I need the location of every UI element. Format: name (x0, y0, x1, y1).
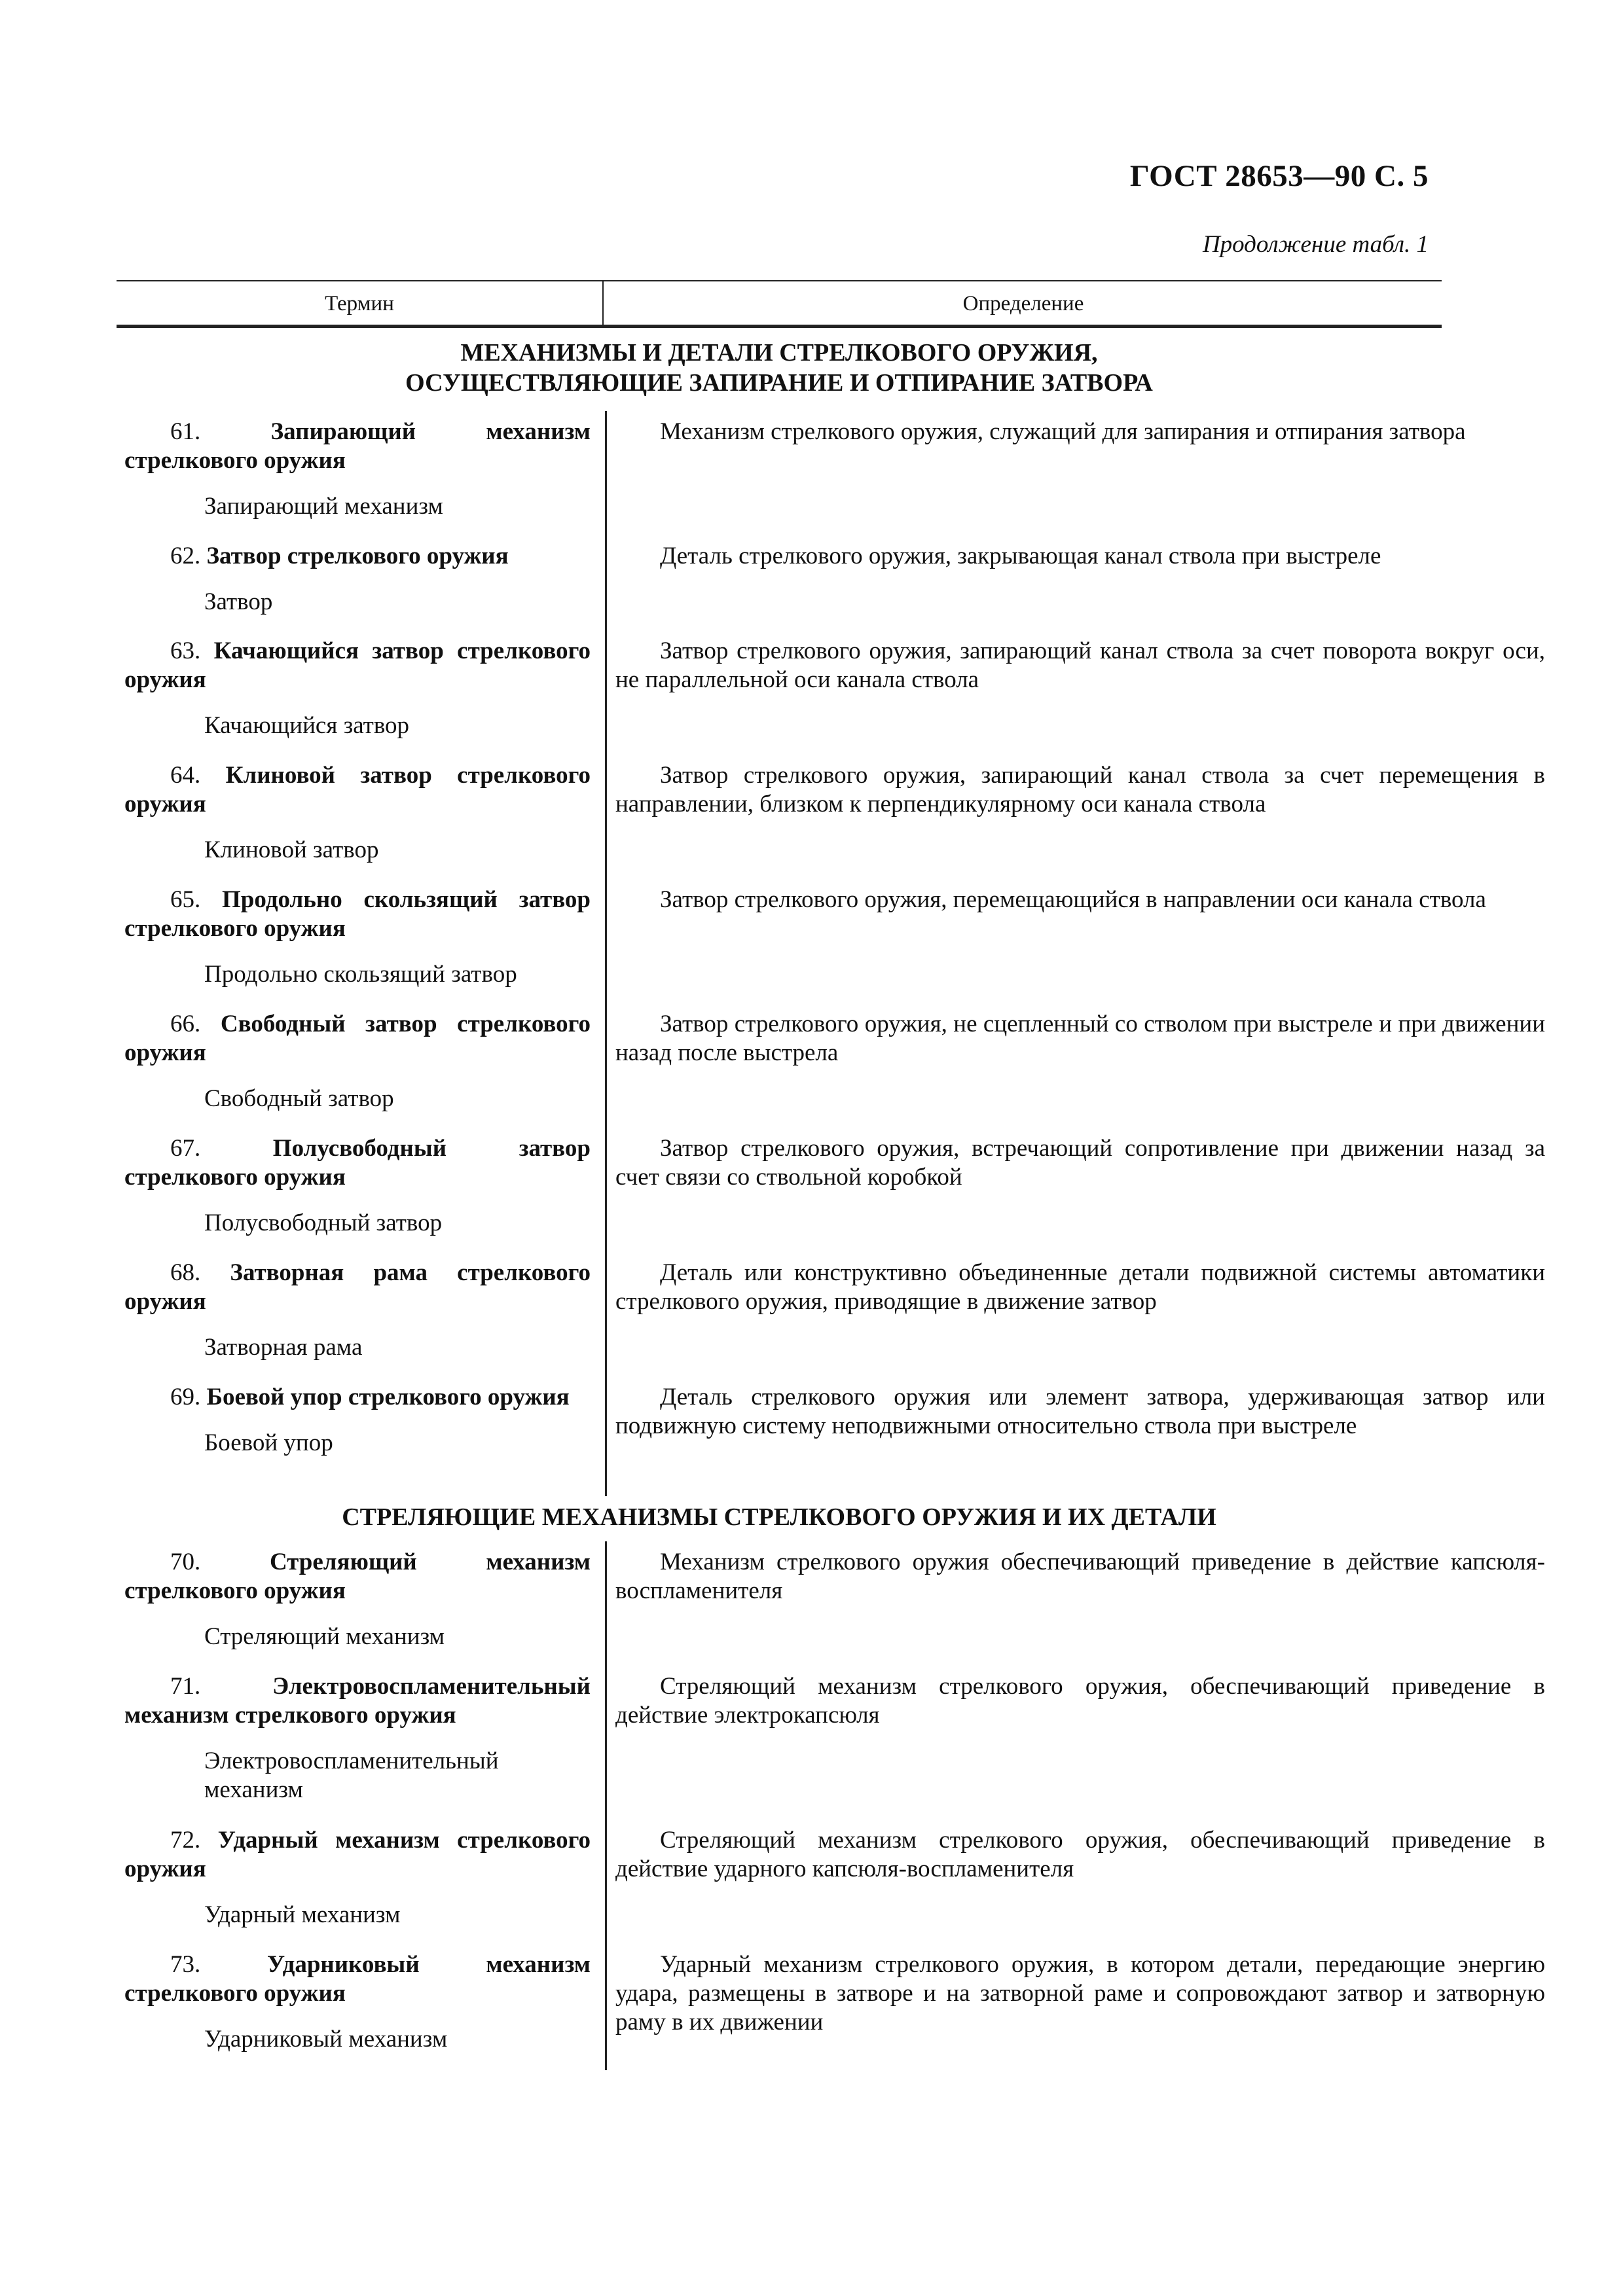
header-column-divider (602, 280, 604, 326)
term-title (124, 637, 591, 694)
term-number: 68. (170, 1259, 201, 1286)
term-short-form: Продольно скользящий затвор (204, 961, 517, 988)
header-bottom-rule (117, 325, 1442, 328)
term-short-form: Боевой упор (204, 1429, 333, 1456)
column-divider (605, 1541, 607, 2070)
term-definition: Затвор стрелкового оружия, перемещающийся в направлении оси канала ствола (660, 886, 1486, 913)
term-title (124, 1134, 591, 1192)
term-title (124, 761, 591, 819)
term-short-form: Ударниковый механизм (204, 2026, 448, 2053)
term-number: 72. (170, 1827, 201, 1854)
term-number: 73. (170, 1951, 201, 1978)
term-number: 65. (170, 886, 201, 913)
term-short-form: Полусвободный затвор (204, 1210, 443, 1236)
term-number: 64. (170, 762, 201, 789)
term-title (124, 1548, 591, 1605)
term-short-form: Затворная рама (204, 1334, 363, 1361)
term-name: Свободный затвор стрелкового оружия (124, 1011, 591, 1066)
term-definition: Ударный механизм стрелкового оружия, в котором детали, передающие энергию удара, размещены в затворе и на затворной раме и сопровождают затвор и затворную раму в их движении (615, 1951, 1545, 2036)
term-definition: Затвор стрелкового оружия, запирающий канал ствола за счет перемещения в направлении, близком к перпендикулярному оси канала ствола (615, 762, 1545, 817)
term-short-form: Затвор (204, 588, 273, 615)
section-title-line: СТРЕЛЯЮЩИЕ МЕХАНИЗМЫ СТРЕЛКОВОГО ОРУЖИЯ И ИХ ДЕТАЛИ (342, 1503, 1216, 1531)
term-name: Ударниковый механизм стрелкового оружия (124, 1951, 591, 2007)
term-definition: Деталь или конструктивно объединенные детали подвижной системы автоматики стрелкового оружия, приводящие в движение затвор (615, 1259, 1545, 1315)
term-short-form: Качающийся затвор (204, 712, 410, 739)
term-title (124, 1010, 591, 1067)
term-short-form: Клиновой затвор (204, 836, 379, 863)
term-definition: Затвор стрелкового оружия, не сцепленный со стволом при выстреле и при движении назад после выстрела (615, 1011, 1545, 1066)
column-divider (605, 411, 607, 1496)
term-title (124, 542, 591, 571)
section-title-locking (117, 338, 1442, 398)
column-header-term: Термин (325, 292, 394, 315)
term-name: Продольно скользящий затвор стрелкового оружия (124, 886, 591, 942)
term-number: 61. (170, 418, 201, 445)
term-name: Запирающий механизм стрелкового оружия (124, 418, 591, 474)
term-number: 63. (170, 637, 201, 664)
header-top-rule (117, 280, 1442, 281)
term-short-form: Ударный механизм (204, 1901, 401, 1928)
term-name: Стреляющий механизм стрелкового оружия (124, 1549, 591, 1604)
term-definition: Стреляющий механизм стрелкового оружия, обеспечивающий приведение в действие ударного капсюля-воспламенителя (615, 1827, 1545, 1882)
term-name: Затвор стрелкового оружия (206, 543, 509, 569)
term-title (124, 1826, 591, 1884)
column-header-definition: Определение (962, 292, 1084, 315)
term-name: Полусвободный затвор стрелкового оружия (124, 1135, 591, 1191)
section-title-line: ОСУЩЕСТВЛЯЮЩИЕ ЗАПИРАНИЕ И ОТПИРАНИЕ ЗАТВОРА (405, 369, 1153, 397)
term-title (124, 1672, 591, 1730)
term-name: Боевой упор стрелкового оружия (206, 1384, 570, 1410)
term-definition: Механизм стрелкового оружия, служащий для запирания и отпирания затвора (660, 418, 1466, 445)
term-name: Клиновой затвор стрелкового оружия (124, 762, 591, 817)
term-definition: Затвор стрелкового оружия, запирающий канал ствола за счет поворота вокруг оси, не параллельной оси канала ствола (615, 637, 1545, 693)
table-continuation-note: Продолжение табл. 1 (1202, 231, 1429, 258)
term-name: Качающийся затвор стрелкового оружия (124, 637, 591, 693)
section-title-firing (117, 1502, 1442, 1532)
term-number: 62. (170, 543, 201, 569)
term-name: Электровоспламенительный механизм стрелкового оружия (124, 1673, 591, 1729)
term-definition: Механизм стрелкового оружия обеспечивающий приведение в действие капсюля-воспламенителя (615, 1549, 1545, 1604)
term-definition: Затвор стрелкового оружия, встречающий сопротивление при движении назад за счет связи со ствольной коробкой (615, 1135, 1545, 1191)
term-name: Затворная рама стрелкового оружия (124, 1259, 591, 1315)
section-title-line: МЕХАНИЗМЫ И ДЕТАЛИ СТРЕЛКОВОГО ОРУЖИЯ, (460, 339, 1098, 367)
term-short-form: Запирающий механизм (204, 493, 443, 520)
term-number: 70. (170, 1549, 201, 1575)
term-title (124, 886, 591, 943)
term-number: 66. (170, 1011, 201, 1037)
term-title (124, 1259, 591, 1316)
term-title (124, 418, 591, 475)
term-short-form: Стреляющий механизм (204, 1623, 445, 1650)
term-title (124, 1950, 591, 2008)
term-number: 67. (170, 1135, 201, 1162)
term-name: Ударный механизм стрелкового оружия (124, 1827, 591, 1882)
document-reference: ГОСТ 28653—90 С. 5 (1129, 159, 1429, 193)
term-number: 71. (170, 1673, 201, 1700)
term-short-form: Электровоспламенительный механизм (204, 1748, 499, 1803)
term-title (124, 1383, 591, 1412)
term-definition: Стреляющий механизм стрелкового оружия, обеспечивающий приведение в действие электрокапсюля (615, 1673, 1545, 1729)
term-definition: Деталь стрелкового оружия, закрывающая канал ствола при выстреле (660, 543, 1381, 569)
term-definition: Деталь стрелкового оружия или элемент затвора, удерживающая затвор или подвижную систему неподвижными относительно ствола при выстреле (615, 1384, 1545, 1439)
term-short-form: Свободный затвор (204, 1085, 394, 1112)
term-number: 69. (170, 1384, 201, 1410)
